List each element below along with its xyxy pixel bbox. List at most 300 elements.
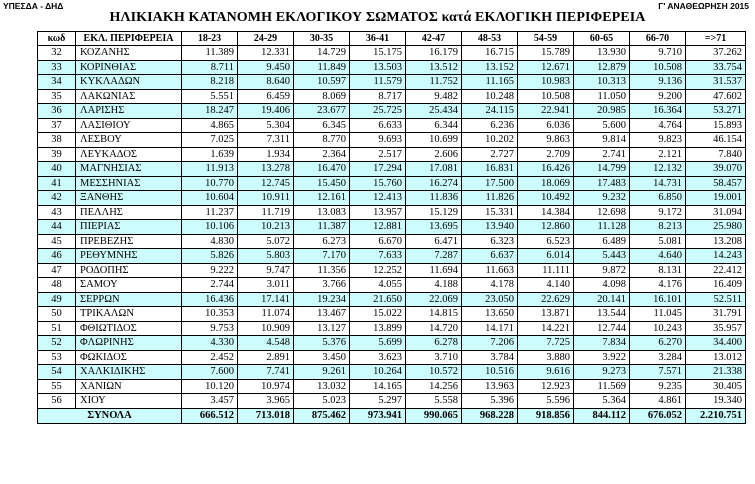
table-row — [38, 379, 746, 394]
region-name: ΠΡΕΒΕΖΗΣ — [76, 234, 182, 249]
column-header: 18-23 — [182, 32, 238, 46]
age-group-count: 2.364 — [294, 147, 350, 162]
age-group-count: 6.323 — [462, 234, 518, 249]
age-group-count: 11.050 — [574, 89, 630, 104]
age-group-count: 11.387 — [294, 220, 350, 235]
age-group-count: 11.579 — [350, 75, 406, 90]
age-group-count: 9.872 — [574, 263, 630, 278]
age-group-count: 1.934 — [238, 147, 294, 162]
age-group-count: 2.744 — [182, 278, 238, 293]
age-group-count: 6.278 — [406, 336, 462, 351]
age-group-count: 19.406 — [238, 104, 294, 119]
age-group-count: 10.911 — [238, 191, 294, 206]
age-group-count: 4.055 — [350, 278, 406, 293]
age-group-count: 11.128 — [574, 220, 630, 235]
region-code: 49 — [38, 292, 76, 307]
table-row — [38, 89, 746, 104]
age-group-count: 10.243 — [630, 321, 686, 336]
region-code: 43 — [38, 205, 76, 220]
table-row — [38, 147, 746, 162]
age-group-count: 10.508 — [518, 89, 574, 104]
total-value: 968.228 — [462, 408, 518, 423]
age-group-count: 12.671 — [518, 60, 574, 75]
age-group-count: 14.171 — [462, 321, 518, 336]
age-group-count: 10.264 — [350, 365, 406, 380]
age-group-count: 13.503 — [350, 60, 406, 75]
age-group-count: 16.274 — [406, 176, 462, 191]
age-group-count: 8.640 — [238, 75, 294, 90]
age-group-count: 3.450 — [294, 350, 350, 365]
age-group-count: 12.252 — [350, 263, 406, 278]
column-header: 66-70 — [630, 32, 686, 46]
age-group-count: 16.470 — [294, 162, 350, 177]
age-group-count: 3.623 — [350, 350, 406, 365]
age-group-count: 5.297 — [350, 394, 406, 409]
age-group-count: 2.121 — [630, 147, 686, 162]
region-name: ΛΕΣΒΟΥ — [76, 133, 182, 148]
age-group-count: 6.637 — [462, 249, 518, 264]
region-code: 48 — [38, 278, 76, 293]
table-body — [38, 46, 746, 424]
age-group-count: 12.161 — [294, 191, 350, 206]
age-group-count: 3.922 — [574, 350, 630, 365]
age-group-count: 7.633 — [350, 249, 406, 264]
age-group-count: 15.022 — [350, 307, 406, 322]
table-row — [38, 104, 746, 119]
age-group-count: 13.152 — [462, 60, 518, 75]
region-code: 52 — [38, 336, 76, 351]
age-group-count: 4.330 — [182, 336, 238, 351]
page-title: ΗΛΙΚΙΑΚΗ ΚΑΤΑΝΟΜΗ ΕΚΛΟΓΙΚΟΥ ΣΩΜΑΤΟΣ κατά ΕΚΛΟΓΙΚΗ ΠΕΡΙΦΕΡΕΙΑ — [109, 10, 646, 25]
age-group-count: 11.111 — [518, 263, 574, 278]
region-code: 34 — [38, 75, 76, 90]
age-group-count: 24.115 — [462, 104, 518, 119]
region-code: 53 — [38, 350, 76, 365]
total-value: 713.018 — [238, 408, 294, 423]
age-group-count: 10.516 — [462, 365, 518, 380]
age-group-count: 8.213 — [630, 220, 686, 235]
age-group-count: 7.025 — [182, 133, 238, 148]
age-group-count: 8.069 — [294, 89, 350, 104]
table-row — [38, 60, 746, 75]
age-group-count: 13.278 — [238, 162, 294, 177]
age-group-count: 8.770 — [294, 133, 350, 148]
table-row — [38, 46, 746, 61]
age-group-count: 18.069 — [518, 176, 574, 191]
region-name: ΤΡΙΚΑΛΩΝ — [76, 307, 182, 322]
age-group-count: 4.188 — [406, 278, 462, 293]
age-group-count: 19.001 — [686, 191, 746, 206]
region-code: 56 — [38, 394, 76, 409]
region-code: 47 — [38, 263, 76, 278]
age-group-count: 9.482 — [406, 89, 462, 104]
table-row — [38, 162, 746, 177]
table-row — [38, 234, 746, 249]
age-group-count: 11.694 — [406, 263, 462, 278]
age-group-count: 4.865 — [182, 118, 238, 133]
age-group-count: 4.178 — [462, 278, 518, 293]
region-name: ΠΙΕΡΙΑΣ — [76, 220, 182, 235]
age-group-count: 3.766 — [294, 278, 350, 293]
age-group-count: 3.880 — [518, 350, 574, 365]
column-header: κωδ — [38, 32, 76, 46]
age-group-count: 6.345 — [294, 118, 350, 133]
age-group-count: 23.050 — [462, 292, 518, 307]
age-group-count: 5.304 — [238, 118, 294, 133]
column-header: 24-29 — [238, 32, 294, 46]
age-group-count: 16.179 — [406, 46, 462, 61]
region-name: ΧΑΝΙΩΝ — [76, 379, 182, 394]
age-group-count: 9.753 — [182, 321, 238, 336]
age-group-count: 8.711 — [182, 60, 238, 75]
region-code: 36 — [38, 104, 76, 119]
column-header: 36-41 — [350, 32, 406, 46]
electorate-table — [37, 31, 746, 424]
age-group-count: 3.965 — [238, 394, 294, 409]
age-group-count: 58.457 — [686, 176, 746, 191]
age-group-count: 7.311 — [238, 133, 294, 148]
table-row — [38, 191, 746, 206]
table-row — [38, 307, 746, 322]
table-row — [38, 133, 746, 148]
age-group-count: 9.261 — [294, 365, 350, 380]
region-name: ΜΕΣΣΗΝΙΑΣ — [76, 176, 182, 191]
age-group-count: 34.400 — [686, 336, 746, 351]
region-name: ΧΑΛΚΙΔΙΚΗΣ — [76, 365, 182, 380]
age-group-count: 4.830 — [182, 234, 238, 249]
region-name: ΛΕΥΚΑΔΟΣ — [76, 147, 182, 162]
age-group-count: 7.170 — [294, 249, 350, 264]
age-group-count: 5.826 — [182, 249, 238, 264]
age-group-count: 11.836 — [406, 191, 462, 206]
age-group-count: 13.940 — [462, 220, 518, 235]
age-group-count: 20.141 — [574, 292, 630, 307]
age-group-count: 3.710 — [406, 350, 462, 365]
age-group-count: 16.715 — [462, 46, 518, 61]
age-group-count: 6.344 — [406, 118, 462, 133]
age-group-count: 17.500 — [462, 176, 518, 191]
age-group-count: 10.313 — [574, 75, 630, 90]
age-group-count: 3.011 — [238, 278, 294, 293]
age-group-count: 37.262 — [686, 46, 746, 61]
age-group-count: 17.294 — [350, 162, 406, 177]
region-name: ΠΕΛΛΗΣ — [76, 205, 182, 220]
age-group-count: 16.436 — [182, 292, 238, 307]
age-group-count: 9.863 — [518, 133, 574, 148]
age-group-count: 25.434 — [406, 104, 462, 119]
age-group-count: 11.826 — [462, 191, 518, 206]
age-group-count: 13.467 — [294, 307, 350, 322]
age-group-count: 6.270 — [630, 336, 686, 351]
region-code: 46 — [38, 249, 76, 264]
region-name: ΞΑΝΘΗΣ — [76, 191, 182, 206]
age-group-count: 6.036 — [518, 118, 574, 133]
age-group-count: 12.881 — [350, 220, 406, 235]
age-group-count: 11.165 — [462, 75, 518, 90]
age-group-count: 13.695 — [406, 220, 462, 235]
age-group-count: 5.551 — [182, 89, 238, 104]
age-group-count: 13.930 — [574, 46, 630, 61]
age-group-count: 14.243 — [686, 249, 746, 264]
age-group-count: 5.364 — [574, 394, 630, 409]
age-group-count: 5.023 — [294, 394, 350, 409]
region-name: ΣΑΜΟΥ — [76, 278, 182, 293]
age-group-count: 5.699 — [350, 336, 406, 351]
age-group-count: 12.413 — [350, 191, 406, 206]
region-name: ΡΕΘΥΜΝΗΣ — [76, 249, 182, 264]
age-group-count: 13.512 — [406, 60, 462, 75]
age-group-count: 2.727 — [462, 147, 518, 162]
age-group-count: 35.957 — [686, 321, 746, 336]
column-header: 42-47 — [406, 32, 462, 46]
age-group-count: 4.140 — [518, 278, 574, 293]
table-row — [38, 278, 746, 293]
region-name: ΣΕΡΡΩΝ — [76, 292, 182, 307]
column-header: =>71 — [686, 32, 746, 46]
age-group-count: 52.511 — [686, 292, 746, 307]
region-code: 39 — [38, 147, 76, 162]
age-group-count: 4.176 — [630, 278, 686, 293]
age-group-count: 10.983 — [518, 75, 574, 90]
age-group-count: 33.754 — [686, 60, 746, 75]
table-row — [38, 394, 746, 409]
total-value: 990.065 — [406, 408, 462, 423]
table-header-row — [38, 32, 746, 46]
column-header: 60-65 — [574, 32, 630, 46]
age-group-count: 10.974 — [238, 379, 294, 394]
region-code: 33 — [38, 60, 76, 75]
age-group-count: 10.213 — [238, 220, 294, 235]
table-row — [38, 350, 746, 365]
age-group-count: 5.396 — [462, 394, 518, 409]
age-group-count: 15.129 — [406, 205, 462, 220]
age-group-count: 9.450 — [238, 60, 294, 75]
age-group-count: 16.409 — [686, 278, 746, 293]
age-group-count: 6.670 — [350, 234, 406, 249]
age-group-count: 5.558 — [406, 394, 462, 409]
age-group-count: 11.356 — [294, 263, 350, 278]
age-group-count: 7.741 — [238, 365, 294, 380]
age-group-count: 6.273 — [294, 234, 350, 249]
age-group-count: 7.834 — [574, 336, 630, 351]
age-group-count: 13.208 — [686, 234, 746, 249]
column-header: 48-53 — [462, 32, 518, 46]
age-group-count: 10.492 — [518, 191, 574, 206]
age-group-count: 9.693 — [350, 133, 406, 148]
table-row — [38, 176, 746, 191]
age-group-count: 4.764 — [630, 118, 686, 133]
age-group-count: 12.331 — [238, 46, 294, 61]
age-group-count: 8.717 — [350, 89, 406, 104]
table-row — [38, 75, 746, 90]
region-name: ΦΛΩΡΙΝΗΣ — [76, 336, 182, 351]
age-group-count: 11.389 — [182, 46, 238, 61]
age-group-count: 10.202 — [462, 133, 518, 148]
age-group-count: 6.014 — [518, 249, 574, 264]
total-value: 666.512 — [182, 408, 238, 423]
age-group-count: 16.101 — [630, 292, 686, 307]
age-group-count: 31.094 — [686, 205, 746, 220]
region-name: ΚΟΡΙΝΘΙΑΣ — [76, 60, 182, 75]
age-group-count: 17.081 — [406, 162, 462, 177]
region-name: ΛΑΣΙΘΙΟΥ — [76, 118, 182, 133]
region-code: 35 — [38, 89, 76, 104]
age-group-count: 12.860 — [518, 220, 574, 235]
age-group-count: 9.616 — [518, 365, 574, 380]
age-group-count: 9.200 — [630, 89, 686, 104]
age-group-count: 9.273 — [574, 365, 630, 380]
age-group-count: 2.606 — [406, 147, 462, 162]
age-group-count: 5.443 — [574, 249, 630, 264]
age-group-count: 5.081 — [630, 234, 686, 249]
age-group-count: 31.791 — [686, 307, 746, 322]
age-group-count: 10.120 — [182, 379, 238, 394]
age-group-count: 5.072 — [238, 234, 294, 249]
totals-label: ΣΥΝΟΛΑ — [38, 408, 182, 423]
age-group-count: 13.650 — [462, 307, 518, 322]
age-group-count: 4.548 — [238, 336, 294, 351]
age-group-count: 25.980 — [686, 220, 746, 235]
table-row — [38, 249, 746, 264]
age-group-count: 4.861 — [630, 394, 686, 409]
age-group-count: 10.248 — [462, 89, 518, 104]
region-name: ΧΙΟΥ — [76, 394, 182, 409]
age-group-count: 14.165 — [350, 379, 406, 394]
table-row — [38, 365, 746, 380]
table-row — [38, 118, 746, 133]
age-group-count: 22.069 — [406, 292, 462, 307]
column-header: 54-59 — [518, 32, 574, 46]
age-group-count: 47.602 — [686, 89, 746, 104]
age-group-count: 12.744 — [574, 321, 630, 336]
table-row — [38, 292, 746, 307]
total-value: 676.052 — [630, 408, 686, 423]
age-group-count: 13.963 — [462, 379, 518, 394]
age-group-count: 15.175 — [350, 46, 406, 61]
age-group-count: 12.132 — [630, 162, 686, 177]
age-group-count: 4.640 — [630, 249, 686, 264]
region-code: 38 — [38, 133, 76, 148]
age-group-count: 16.426 — [518, 162, 574, 177]
age-group-count: 3.284 — [630, 350, 686, 365]
age-group-count: 7.840 — [686, 147, 746, 162]
age-group-count: 6.633 — [350, 118, 406, 133]
age-group-count: 13.012 — [686, 350, 746, 365]
region-code: 51 — [38, 321, 76, 336]
age-group-count: 14.815 — [406, 307, 462, 322]
age-group-count: 5.803 — [238, 249, 294, 264]
age-group-count: 10.572 — [406, 365, 462, 380]
age-group-count: 22.941 — [518, 104, 574, 119]
region-code: 50 — [38, 307, 76, 322]
age-group-count: 3.784 — [462, 350, 518, 365]
region-name: ΡΟΔΟΠΗΣ — [76, 263, 182, 278]
age-group-count: 13.957 — [350, 205, 406, 220]
age-group-count: 6.459 — [238, 89, 294, 104]
age-group-count: 4.098 — [574, 278, 630, 293]
age-group-count: 9.814 — [574, 133, 630, 148]
age-group-count: 31.537 — [686, 75, 746, 90]
age-group-count: 17.483 — [574, 176, 630, 191]
age-group-count: 9.235 — [630, 379, 686, 394]
age-group-count: 15.893 — [686, 118, 746, 133]
age-group-count: 12.698 — [574, 205, 630, 220]
age-group-count: 15.331 — [462, 205, 518, 220]
age-group-count: 14.221 — [518, 321, 574, 336]
age-group-count: 11.663 — [462, 263, 518, 278]
age-group-count: 15.760 — [350, 176, 406, 191]
total-value: 918.856 — [518, 408, 574, 423]
age-group-count: 10.604 — [182, 191, 238, 206]
age-group-count: 9.710 — [630, 46, 686, 61]
age-group-count: 9.823 — [630, 133, 686, 148]
age-group-count: 11.752 — [406, 75, 462, 90]
age-group-count: 11.719 — [238, 205, 294, 220]
total-value: 844.112 — [574, 408, 630, 423]
region-code: 41 — [38, 176, 76, 191]
age-group-count: 6.523 — [518, 234, 574, 249]
column-header: 30-35 — [294, 32, 350, 46]
age-group-count: 11.569 — [574, 379, 630, 394]
total-value: 973.941 — [350, 408, 406, 423]
table-row — [38, 263, 746, 278]
age-group-count: 2.741 — [574, 147, 630, 162]
region-code: 37 — [38, 118, 76, 133]
region-name: ΦΩΚΙΔΟΣ — [76, 350, 182, 365]
age-group-count: 13.871 — [518, 307, 574, 322]
region-name: ΛΑΡΙΣΗΣ — [76, 104, 182, 119]
age-group-count: 13.083 — [294, 205, 350, 220]
age-group-count: 10.597 — [294, 75, 350, 90]
age-group-count: 2.709 — [518, 147, 574, 162]
age-group-count: 13.127 — [294, 321, 350, 336]
age-group-count: 19.340 — [686, 394, 746, 409]
age-group-count: 6.236 — [462, 118, 518, 133]
age-group-count: 13.544 — [574, 307, 630, 322]
table-row — [38, 321, 746, 336]
age-group-count: 46.154 — [686, 133, 746, 148]
age-group-count: 13.032 — [294, 379, 350, 394]
age-group-count: 10.353 — [182, 307, 238, 322]
region-code: 40 — [38, 162, 76, 177]
table-row — [38, 220, 746, 235]
age-group-count: 14.731 — [630, 176, 686, 191]
region-code: 55 — [38, 379, 76, 394]
age-group-count: 9.222 — [182, 263, 238, 278]
age-group-count: 8.131 — [630, 263, 686, 278]
age-group-count: 6.850 — [630, 191, 686, 206]
age-group-count: 5.596 — [518, 394, 574, 409]
age-group-count: 39.070 — [686, 162, 746, 177]
age-group-count: 22.412 — [686, 263, 746, 278]
age-group-count: 16.831 — [462, 162, 518, 177]
region-code: 54 — [38, 365, 76, 380]
table-row — [38, 336, 746, 351]
region-name: ΦΘΙΩΤΙΔΟΣ — [76, 321, 182, 336]
age-group-count: 2.517 — [350, 147, 406, 162]
age-group-count: 9.172 — [630, 205, 686, 220]
age-group-count: 14.384 — [518, 205, 574, 220]
region-code: 32 — [38, 46, 76, 61]
age-group-count: 21.338 — [686, 365, 746, 380]
age-group-count: 10.106 — [182, 220, 238, 235]
age-group-count: 14.799 — [574, 162, 630, 177]
region-code: 45 — [38, 234, 76, 249]
age-group-count: 21.650 — [350, 292, 406, 307]
age-group-count: 9.232 — [574, 191, 630, 206]
age-group-count: 53.271 — [686, 104, 746, 119]
age-group-count: 5.376 — [294, 336, 350, 351]
